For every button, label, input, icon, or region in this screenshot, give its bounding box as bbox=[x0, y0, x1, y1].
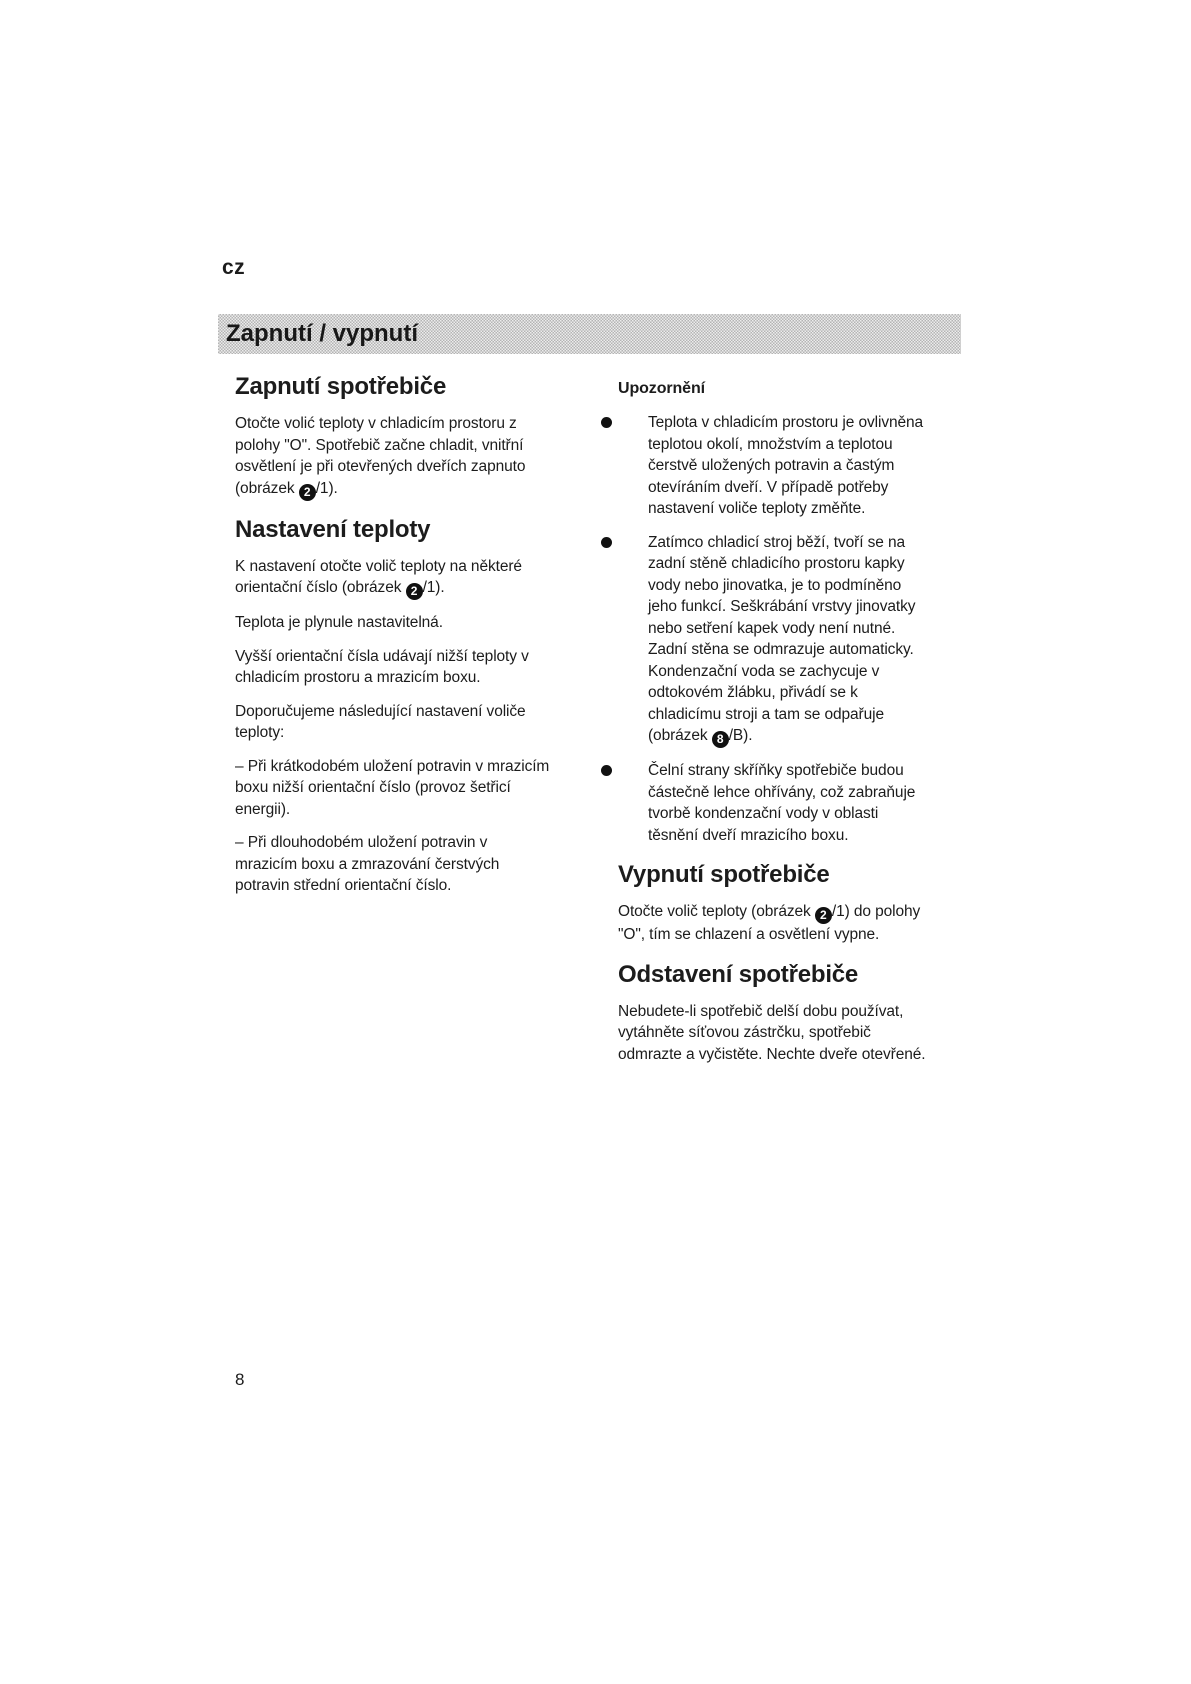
notice-bullet bbox=[600, 760, 928, 846]
section-banner-title: Zapnutí / vypnutí bbox=[226, 320, 418, 347]
left-column bbox=[235, 372, 553, 909]
figure-number-badge: 2 bbox=[815, 907, 832, 924]
bullet-text: Zatímco chladicí stroj běží, tvoří se na zadní stěně chladicího prostoru kapky vody nebo jinovatka, je to podmíněno jeho funkcí. Seškrábání vrstvy jinovatky nebo setření kapek vody není nutné. Zadní stěna se odmrazuje automaticky. Kondenzační voda se zachycuje v odtokovém žlábku, přivádí se k chladicímu stroji a tam se odpařuje (obrázek 8 /B). bbox=[648, 533, 916, 746]
paragraph: Vyšší orientační čísla udávají nižší teploty v chladicím prostoru a mrazicím boxu. bbox=[235, 647, 529, 686]
figure-number-badge: 8 bbox=[712, 731, 729, 748]
notice-list bbox=[600, 412, 928, 846]
bullet-text: Čelní strany skříňky spotřebiče budou částečně lehce ohřívány, což zabraňuje tvorbě kondenzační vody v oblasti těsnění dveří mrazicího boxu. bbox=[648, 762, 916, 844]
paragraph: Nebudete-li spotřebič delší dobu používat, vytáhněte síťovou zástrčku, spotřebič odmrazte a vyčistěte. Nechte dveře otevřené. bbox=[618, 1002, 926, 1063]
bullet-icon bbox=[601, 765, 612, 776]
language-code-label: cz bbox=[222, 256, 246, 279]
section-banner bbox=[218, 314, 961, 354]
bullet-icon bbox=[601, 417, 612, 428]
notice-bullet bbox=[600, 532, 928, 749]
page-number: 8 bbox=[235, 1370, 245, 1389]
right-column bbox=[600, 378, 928, 1077]
heading-shutdown: Odstavení spotřebiče bbox=[618, 960, 859, 988]
heading-temperature-setting: Nastavení teploty bbox=[235, 515, 431, 543]
notice-bullet bbox=[600, 412, 928, 520]
bullet-icon bbox=[601, 537, 612, 548]
paragraph: Doporučujeme následující nastavení voliče teploty: bbox=[235, 702, 526, 741]
bullet-text: Teplota v chladicím prostoru je ovlivněna teplotou okolí, množstvím a teplotou čerstvě uložených potravin a častým otevíráním dveří. V případě potřeby nastavení voliče teploty změňte. bbox=[648, 414, 924, 517]
paragraph-dash-item: – Při dlouhodobém uložení potravin v mrazicím boxu a zmrazování čerstvých potravin střední orientační číslo. bbox=[235, 834, 500, 894]
paragraph: Otočte volić teploty v chladicím prostoru z polohy "O". Spotřebič začne chladit, vnitřní osvětlení je při otevřených dveřích zapnuto (obrázek 2 /1). bbox=[235, 415, 526, 499]
paragraph: Teplota je plynule nastavitelná. bbox=[235, 614, 443, 631]
paragraph: Otočte volič teploty (obrázek 2 /1) do polohy "O", tím se chlazení a osvětlení vypne. bbox=[618, 903, 921, 943]
heading-notice: Upozornění bbox=[618, 380, 705, 397]
figure-number-badge: 2 bbox=[406, 583, 423, 600]
paragraph: K nastavení otočte volič teploty na některé orientační číslo (obrázek 2 /1). bbox=[235, 557, 522, 598]
heading-switch-on: Zapnutí spotřebiče bbox=[235, 373, 447, 400]
paragraph-dash-item: – Při krátkodobém uložení potravin v mrazicím boxu nižší orientační číslo (provoz šetřicí energii). bbox=[235, 757, 550, 818]
heading-switch-off: Vypnutí spotřebiče bbox=[618, 861, 830, 888]
figure-number-badge: 2 bbox=[299, 484, 316, 501]
